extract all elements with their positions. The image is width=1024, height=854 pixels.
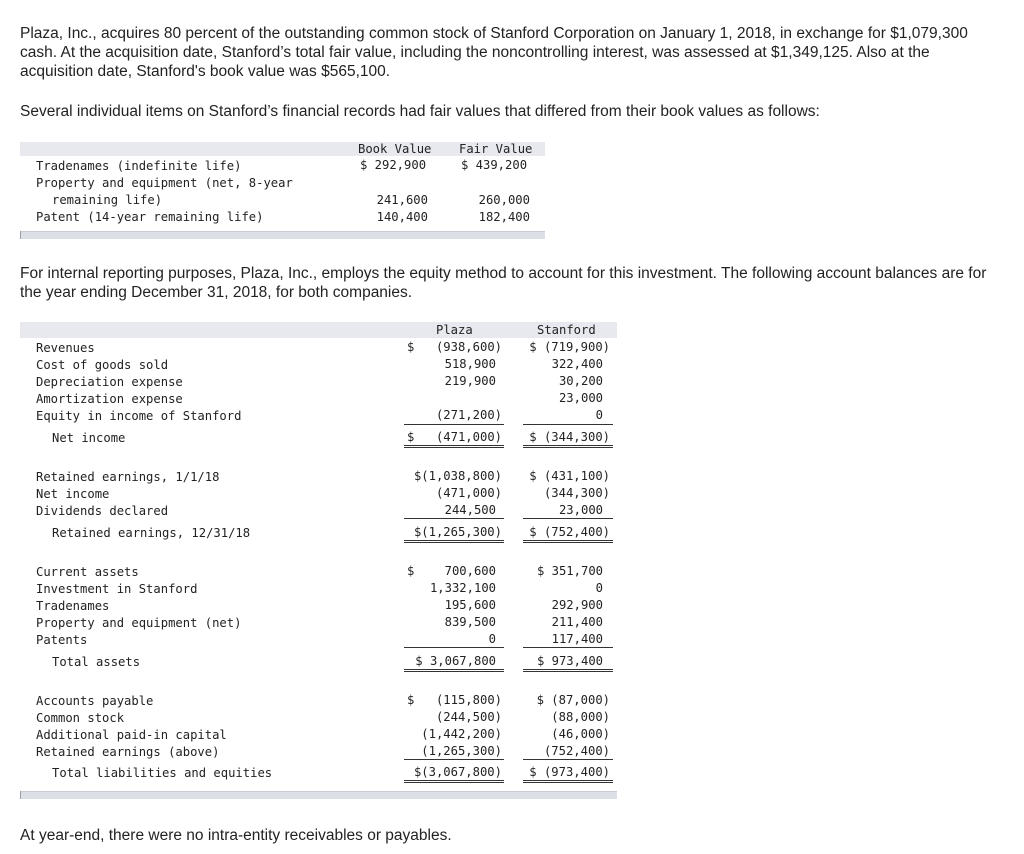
income-row-label: Cost of goods sold [36, 358, 169, 372]
retained-plaza-double-line [404, 540, 504, 543]
income-stanford-subtotal-line [523, 424, 613, 425]
income-row-label: Amortization expense [36, 392, 183, 406]
liability-row-plaza: (115,800) [435, 693, 502, 707]
liability-row-label: Retained earnings (above) [36, 745, 220, 759]
liability-row-plaza: (244,500) [435, 710, 502, 724]
net-income-stanford-double-line [523, 445, 613, 448]
liabilities-stanford-subtotal-line [523, 759, 613, 760]
asset-row-plaza: 1,332,100 [429, 581, 496, 595]
bal-header-bar [20, 322, 617, 338]
income-row-plaza: 219,900 [444, 374, 496, 388]
asset-row-stanford: 211,400 [551, 615, 603, 629]
liability-row-label: Common stock [36, 711, 125, 725]
total-liabilities-stanford: $ (973,400) [529, 765, 610, 779]
net-income-stanford: $ (344,300) [529, 430, 610, 444]
equity-method-paragraph: For internal reporting purposes, Plaza, Inc., employs the equity method to account for this investment. The following account balances are for the year ending December 31, 2018, for both companies. [20, 265, 987, 301]
fv-row-fair: $ 439,200 [461, 158, 528, 172]
liability-row-label: Additional paid-in capital [36, 728, 227, 742]
retained-row-plaza: (471,000) [435, 486, 502, 500]
retained-plaza-subtotal-line [404, 518, 504, 519]
closing-paragraph: At year-end, there were no intra-entity receivables or payables. [20, 827, 452, 844]
total-liabilities-plaza-double-line [404, 780, 504, 783]
income-row-stanford: 30,200 [558, 374, 603, 388]
asset-row-label: Tradenames [36, 599, 110, 613]
income-row-label: Revenues [36, 341, 95, 355]
asset-row-stanford: 117,400 [551, 632, 603, 646]
fv-row-label: Tradenames (indefinite life) [36, 159, 242, 173]
retained-total-label: Retained earnings, 12/31/18 [52, 526, 251, 540]
fv-row-fair: 260,000 [478, 193, 530, 207]
asset-row-plaza: 0 [488, 632, 496, 646]
asset-row-plaza-dollar: $ [407, 564, 415, 578]
bal-col-stanford: Stanford [537, 323, 596, 337]
retained-row-stanford: (344,300) [543, 486, 610, 500]
fv-row-book: 140,400 [376, 210, 428, 224]
liability-row-stanford: $ (87,000) [536, 693, 610, 707]
total-assets-plaza-double-line [404, 669, 504, 672]
total-assets-stanford-double-line [523, 669, 613, 672]
retained-stanford-double-line [523, 540, 613, 543]
asset-row-label: Investment in Stanford [36, 582, 198, 596]
assets-plaza-subtotal-line [404, 647, 504, 648]
liabilities-plaza-subtotal-line [404, 759, 504, 760]
retained-row-plaza: $(1,038,800) [413, 469, 502, 483]
bal-table-footer [20, 791, 617, 799]
net-income-label: Net income [52, 431, 126, 445]
fv-col-fair: Fair Value [459, 142, 533, 156]
net-income-plaza-dollar: $ [407, 430, 415, 444]
asset-row-label: Property and equipment (net) [36, 616, 242, 630]
liability-row-label: Accounts payable [36, 694, 154, 708]
income-row-plaza: (271,200) [435, 408, 502, 422]
total-assets-stanford: $ 973,400 [536, 654, 603, 668]
liability-row-plaza: (1,442,200) [421, 727, 502, 741]
retained-total-stanford: $ (752,400) [529, 525, 610, 539]
total-liabilities-plaza: $(3,067,800) [413, 765, 502, 779]
retained-row-label: Dividends declared [36, 504, 169, 518]
income-row-stanford: 23,000 [558, 391, 603, 405]
liability-row-plaza: (1,265,300) [421, 744, 502, 758]
liability-row-plaza-dollar: $ [407, 693, 415, 707]
asset-row-plaza: 195,600 [444, 598, 496, 612]
retained-total-plaza: $(1,265,300) [413, 525, 502, 539]
asset-row-stanford: $ 351,700 [536, 564, 603, 578]
income-row-plaza: (938,600) [435, 340, 502, 354]
retained-row-plaza: 244,500 [444, 503, 496, 517]
intro-paragraph: Plaza, Inc., acquires 80 percent of the outstanding common stock of Stanford Corporation on January 1, 2018, in exchange for $1,079,300 cash. At the acquisition date, Stanford’s total fair value, including the noncontrolling interest, was assessed at $1,349,125. Also at the acquisition date, Stanford's book value was $565,100. [20, 25, 968, 80]
total-assets-plaza: $ 3,067,800 [415, 654, 496, 668]
income-row-plaza-dollar: $ [407, 340, 415, 354]
assets-stanford-subtotal-line [523, 647, 613, 648]
income-row-stanford: 322,400 [551, 357, 603, 371]
liability-row-stanford: (88,000) [551, 710, 610, 724]
total-liabilities-label: Total liabilities and equities [52, 766, 273, 780]
retained-row-label: Net income [36, 487, 110, 501]
total-assets-label: Total assets [52, 655, 141, 669]
bal-col-plaza: Plaza [436, 323, 473, 337]
retained-row-stanford: $ (431,100) [529, 469, 610, 483]
net-income-plaza: (471,000) [435, 430, 502, 444]
fv-row-book: 241,600 [376, 193, 428, 207]
liability-row-stanford: (46,000) [551, 727, 610, 741]
fv-row-label: Patent (14-year remaining life) [36, 210, 264, 224]
asset-row-plaza: 700,600 [444, 564, 496, 578]
income-row-stanford: $ (719,900) [529, 340, 610, 354]
income-row-label: Depreciation expense [36, 375, 183, 389]
fv-table-footer [20, 231, 545, 239]
asset-row-stanford: 0 [595, 581, 603, 595]
liability-row-stanford: (752,400) [543, 744, 610, 758]
retained-row-label: Retained earnings, 1/1/18 [36, 470, 220, 484]
fv-intro-paragraph: Several individual items on Stanford’s financial records had fair values that differed from their book values as follows: [20, 103, 820, 120]
asset-row-label: Current assets [36, 565, 139, 579]
net-income-plaza-double-line [404, 445, 504, 448]
income-row-stanford: 0 [595, 408, 603, 422]
total-liabilities-stanford-double-line [523, 780, 613, 783]
fv-row-fair: 182,400 [478, 210, 530, 224]
fv-row-label-cont: remaining life) [52, 193, 163, 207]
income-row-label: Equity in income of Stanford [36, 409, 242, 423]
income-plaza-subtotal-line [404, 424, 504, 425]
asset-row-label: Patents [36, 633, 88, 647]
retained-stanford-subtotal-line [523, 518, 613, 519]
income-row-plaza: 518,900 [444, 357, 496, 371]
asset-row-plaza: 839,500 [444, 615, 496, 629]
fv-row-label: Property and equipment (net, 8-year [36, 176, 293, 190]
fv-row-book: $ 292,900 [360, 158, 427, 172]
fv-col-book: Book Value [358, 142, 432, 156]
asset-row-stanford: 292,900 [551, 598, 603, 612]
retained-row-stanford: 23,000 [558, 503, 603, 517]
